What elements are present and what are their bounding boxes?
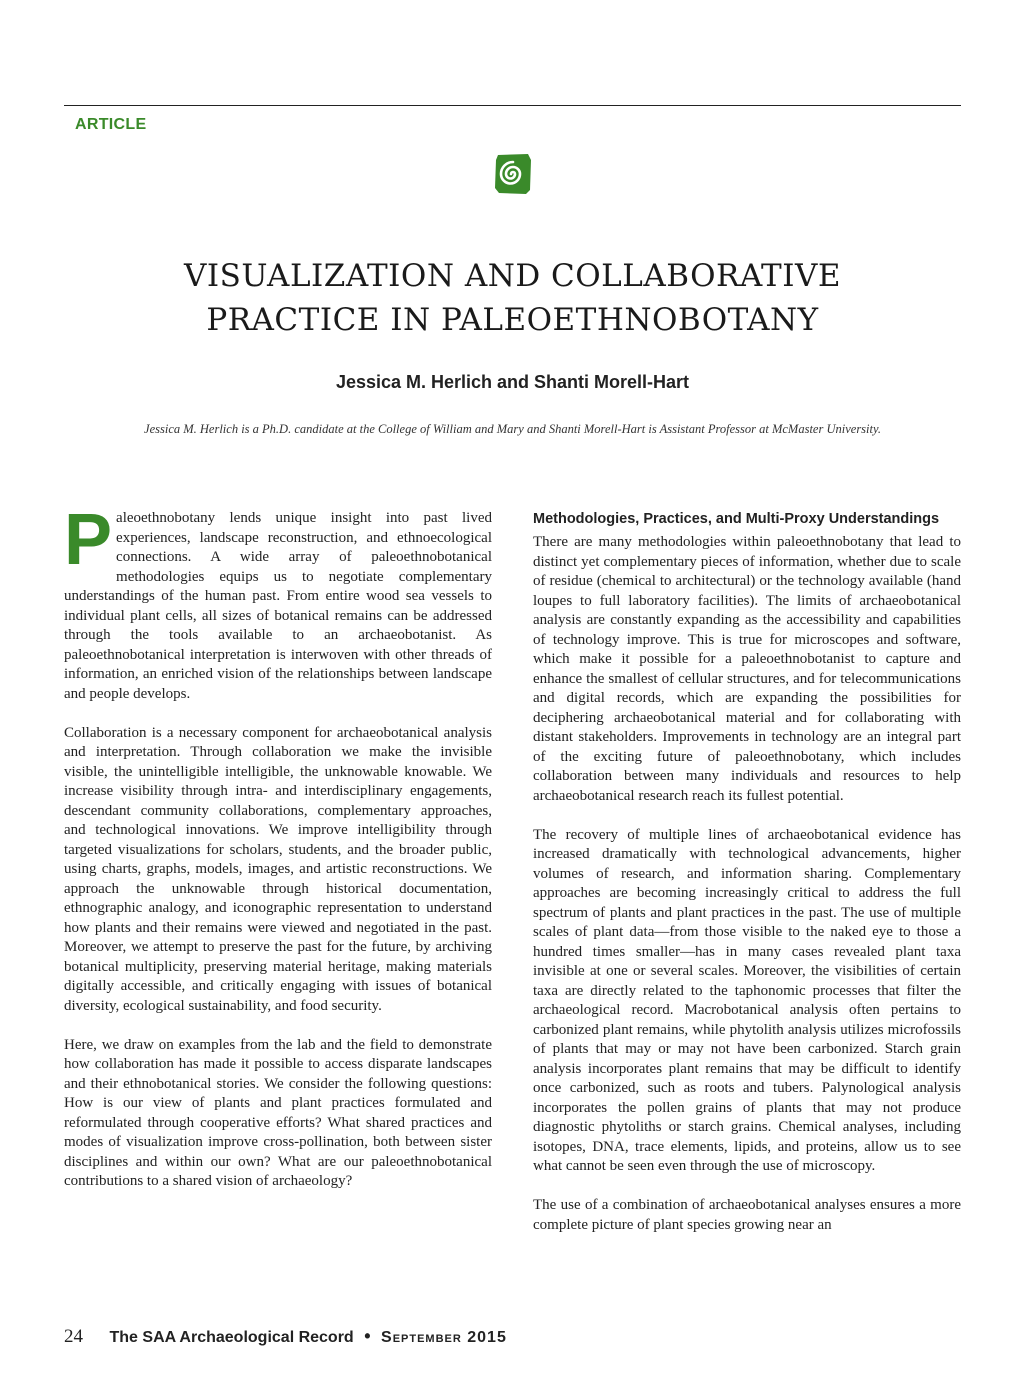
collaboration-paragraph: Collaboration is a necessary component for archaeobotanical analysis and interpretation. Through collaboration we make the invisible visible, the unintelligible intelligible, the unknowable knowable. We increase visibility through intra- and interdisciplinary engagements, descendant community collaborations, complementary approaches, and technological innovations. We improve intelligibility through targeted visualizations for scholars, students, and the broader public, using charts, graphs, models, images, and artistic reconstructions. We approach the unknowable through historical documentation, ethnographic analogy, and iconographic representation to understand how plants and their remains were viewed and negotiated in the past. Moreover, we attempt to preserve the past for the future, by archiving botanical multiplicity, preserving material heritage, making materials digitally accessible, and critically engaging with issues of botanical diversity, ecological sustainability, and food security. (64, 724, 492, 1014)
section-subheading: Methodologies, Practices, and Multi-Proxy Understandings (533, 511, 940, 527)
header-rule (64, 105, 961, 106)
author-byline: Jessica M. Herlich and Shanti Morell-Hart (335, 372, 690, 392)
article-title (64, 254, 961, 342)
page-number: 24 (64, 1326, 83, 1347)
spiral-leaf-icon (493, 152, 533, 196)
issue-date: September 2015 (381, 1329, 507, 1346)
footer-separator: • (364, 1326, 371, 1346)
journal-name: The SAA Archaeological Record (109, 1329, 354, 1346)
section-label: ARTICLE (75, 116, 147, 133)
title-line-2: PRACTICE IN PALEOETHNOBOTANY (206, 302, 819, 338)
questions-paragraph: Here, we draw on examples from the lab and the field to demonstrate how collaboration has made it possible to access disparate landscapes and their ethnobotanical stories. We consider the following questions: How is our view of plants and plant practices formulated and reformulated through cooperative efforts? What shared practices and modes of visualization improve cross-pollination, both between sister disciplines and within our own? What are our paleoethnobotanical contributions to a shared vision of archaeology? (64, 1036, 492, 1189)
left-column (64, 500, 492, 1211)
methodologies-paragraph: There are many methodologies within paleoethnobotany that lead to distinct yet complementary pieces of information, whether due to scale of residue (chemical to architectural) or the technology available (hand loupes to full laboratory facilities). The limits of archaeobotanical analysis are constantly expanding as the accessibility and capabilities of technology improve. This is true for microscopes and software, which make it possible for a paleoethnobotanist to capture and enhance the smallest of cellular structures, and for telecommunications and digital records, which are expanding the possibilities for deciphering archaeobotanical material and for collaborating with distant stakeholders. Improvements in technology are an integral part of the exciting future of paleoethnobotany, which includes collaboration between many individuals and resources to help archaeobotanical research reach its fullest potential. (533, 534, 961, 804)
author-affiliation: Jessica M. Herlich is a Ph.D. candidate at the College of William and Mary and Shanti Morell-Hart is Assistant Professor at McMaster University. (144, 422, 881, 436)
combination-paragraph: The use of a combination of archaeobotanical analyses ensures a more complete picture of plant species growing near an (533, 1197, 961, 1233)
page-footer (64, 1326, 961, 1348)
drop-cap: P (64, 500, 113, 580)
intro-paragraph (64, 500, 492, 704)
right-column (533, 509, 961, 1255)
recovery-paragraph: The recovery of multiple lines of archaeobotanical evidence has increased dramatically with technological advancements, higher volumes of research, and information sharing. Complementary approaches are becoming increasingly critical to address the full spectrum of plants and plant practices in the past. The use of multiple scales of plant data—from those visible to the naked eye to those a hundred times smaller—has in many cases revealed plant taxa invisible at one or several scales. Moreover, the visibilities of certain taxa are directly related to the taphonomic processes that filter the archaeological record. Macrobotanical analysis often pertains to carbonized plant remains, while phytolith analysis utilizes microfossils of plants that may or may not have been carbonized. Starch grain analysis incorporates plant remains that may be difficult to identify once carbonized, such as roots and tubers. Palynological analysis incorporates the pollen grains of plants that may not produce diagnostic phytoliths or starch grains. Chemical analyses, including isotopes, DNA, trace elements, lipids, and proteins, allow us to see what cannot be seen even through the use of microscopy. (533, 826, 961, 1174)
intro-text: aleoethnobotany lends unique insight into past lived experiences, landscape reconstruction, and ethnoecological connections. A wide array of paleoethnobotanical methodologies equips us to negotiate complementary understandings of the human past. From entire wood sea vessels to individual plant cells, all sizes of botanical remains can be addressed through the tools available to an archaeobotanist. As paleoethnobotanical interpretation is interwoven with other threads of information, an enriched vision of the relationships between landscape and people develops. (64, 510, 492, 702)
title-line-1: VISUALIZATION AND COLLABORATIVE (184, 258, 841, 294)
